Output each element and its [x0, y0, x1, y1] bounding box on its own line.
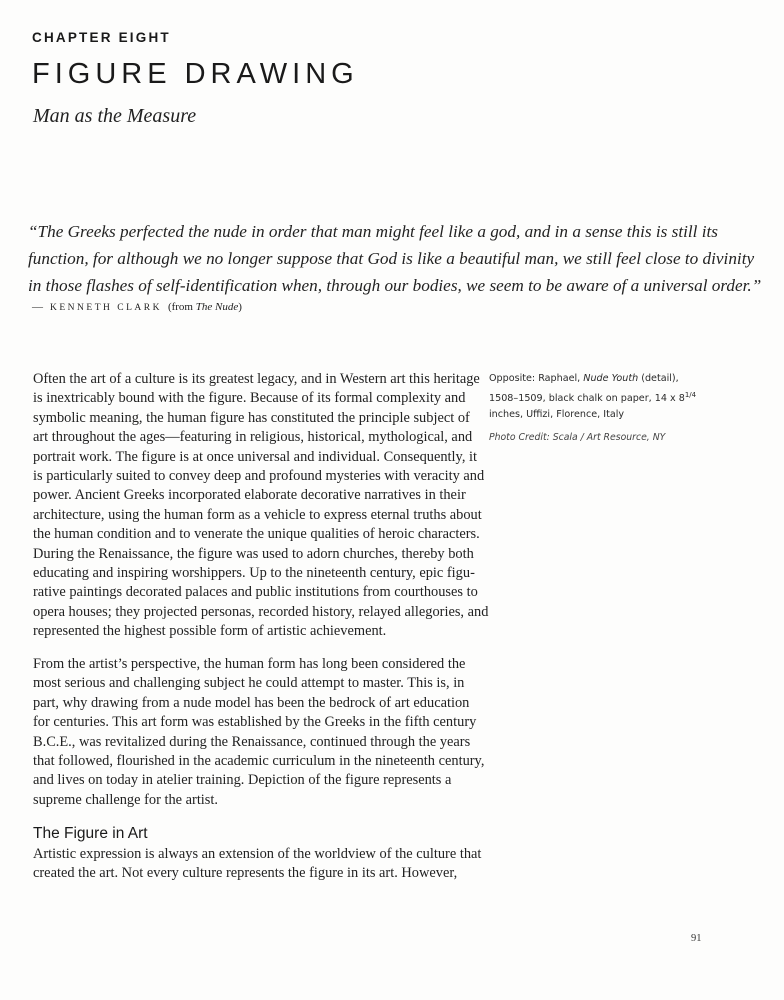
text-line: From the artist’s perspective, the human form has long been considered the [33, 656, 466, 672]
text-line: power. Ancient Greeks incorporated elaborate decorative narratives in their [33, 487, 466, 504]
text-line: and lives on today in atelier training. Depiction of the figure represents a [33, 772, 452, 789]
text-line: symbolic meaning, the human figure has constituted the principle subject of [33, 409, 470, 426]
body-paragraph-1 [33, 370, 488, 642]
epigraph [28, 218, 762, 299]
caption-line [489, 371, 759, 387]
caption-work-title: Nude Youth [583, 373, 639, 384]
attribution-author: KENNETH CLARK [50, 303, 162, 313]
text-line: is particularly suited to convey deep and profound mysteries with veracity and [33, 468, 485, 485]
figure-caption [489, 371, 759, 423]
text-line: for centuries. This art form was established by the Greeks in the fifth century [33, 714, 477, 731]
body-paragraph-2 [33, 655, 484, 810]
chapter-title: FIGURE DRAWING [32, 58, 359, 90]
caption-fraction: 1/4 [684, 391, 697, 399]
epigraph-line: in those flashes of self-identification when, through our bodies, we seem to be aware of a universal order.” [28, 276, 762, 295]
attribution-source-title: The Nude [195, 301, 239, 313]
text-line: is inextricably bound with the figure. Because of its formal complexity and [33, 390, 466, 407]
text-line: rative paintings decorated palaces and public institutions from courthouses to [33, 584, 478, 601]
chapter-label: CHAPTER EIGHT [32, 30, 171, 45]
text-line: created the art. Not every culture represents the figure in its art. However, [33, 865, 458, 882]
attribution-dash: — [32, 301, 42, 313]
text-line: Artistic expression is always an extension of the worldview of the culture that [33, 846, 482, 862]
text-line: Often the art of a culture is its greatest legacy, and in Western art this heritage [33, 371, 480, 387]
caption-prefix: Opposite: Raphael, [489, 373, 584, 384]
text-line: educating and inspiring worshippers. Up to the nineteenth century, epic figu- [33, 565, 475, 582]
text-line: architecture, using the human form as a vehicle to express eternal truths about [33, 506, 482, 523]
text-line: represented the highest possible form of artistic achievement. [33, 623, 387, 640]
text-line: B.C.E., was revitalized during the Renaissance, continued through the years [33, 733, 471, 750]
text-line: part, why drawing from a nude model has been the bedrock of art education [33, 694, 470, 711]
caption-line2: 1508–1509, black chalk on paper, 14 x 8 [489, 393, 685, 405]
text-line: supreme challenge for the artist. [33, 791, 219, 808]
attribution-source-suffix: ) [238, 301, 242, 313]
caption-line: inches, Uffizi, Florence, Italy [489, 409, 625, 421]
text-line: opera houses; they projected personas, recorded history, relayed allegories, and [33, 603, 489, 620]
text-line: art throughout the ages—featuring in religious, historical, mythological, and [33, 429, 473, 446]
section-heading: The Figure in Art [33, 825, 148, 842]
text-line: During the Renaissance, the figure was used to adorn churches, thereby both [33, 545, 474, 562]
chapter-subtitle: Man as the Measure [33, 105, 197, 127]
epigraph-line: function, for although we no longer suppose that God is like a beautiful man, we still feel close to divinity [28, 249, 755, 268]
text-line: portrait work. The figure is at once universal and individual. Consequently, it [33, 448, 478, 465]
body-paragraph-3 [33, 845, 481, 884]
text-line: that followed, flourished in the academic curriculum in the nineteenth century, [33, 753, 485, 770]
text-line: most serious and challenging subject he could attempt to master. This is, in [33, 675, 465, 692]
epigraph-attribution [32, 301, 242, 313]
caption-line [489, 387, 759, 407]
page-number: 91 [691, 933, 702, 944]
epigraph-line: “The Greeks perfected the nude in order that man might feel like a god, and in a sense this is still its [28, 222, 718, 241]
attribution-source-prefix: (from [167, 301, 196, 313]
caption-line1-suffix: (detail), [638, 373, 679, 384]
text-line: the human condition and to venerate the unique qualities of heroic characters. [33, 526, 480, 543]
photo-credit: Photo Credit: Scala / Art Resource, NY [489, 432, 666, 443]
